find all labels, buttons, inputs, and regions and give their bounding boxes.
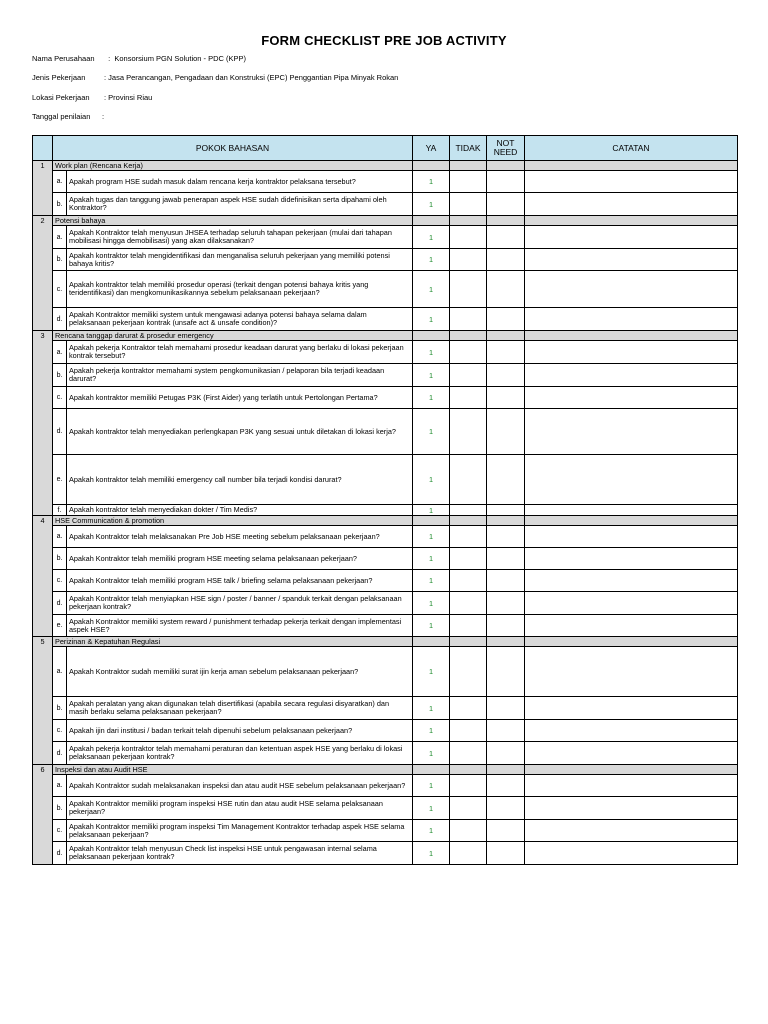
not-need-cell[interactable] — [487, 193, 525, 216]
yes-cell[interactable]: 1 — [413, 820, 450, 842]
header-no: TIDAK — [450, 136, 487, 161]
yes-cell[interactable]: 1 — [413, 341, 450, 364]
yes-cell[interactable]: 1 — [413, 742, 450, 765]
item-question: Apakah Kontraktor memiliki system reward / punishment terhadap pekerja terkait dengan implementasi aspek HSE? — [67, 615, 413, 637]
item-letter: e. — [53, 455, 67, 505]
not-need-cell[interactable] — [487, 742, 525, 765]
item-question: Apakah Kontraktor telah memiliki program HSE meeting selama pelaksanaan pekerjaan? — [67, 548, 413, 570]
item-letter: b. — [53, 193, 67, 216]
notes-cell[interactable] — [525, 548, 738, 570]
location-label: Lokasi Pekerjaan — [32, 93, 90, 102]
section-fill — [487, 516, 525, 526]
notes-cell[interactable] — [525, 409, 738, 455]
job-value: Jasa Perancangan, Pengadaan dan Konstruksi (EPC) Penggantian Pipa Minyak Rokan — [108, 73, 399, 82]
no-cell[interactable] — [450, 526, 487, 548]
table-row — [33, 775, 738, 797]
section-number: 4 — [33, 516, 53, 637]
not-need-cell[interactable] — [487, 341, 525, 364]
item-question: Apakah Kontraktor memiliki system untuk mengawasi adanya potensi bahaya selama dalam pelaksanaan pekerjaan kontrak (unsafe act & unsafe condition)? — [67, 308, 413, 331]
notes-cell[interactable] — [525, 271, 738, 308]
no-cell[interactable] — [450, 820, 487, 842]
no-cell[interactable] — [450, 249, 487, 271]
item-letter: c. — [53, 720, 67, 742]
table-row — [33, 193, 738, 216]
table-row — [33, 526, 738, 548]
section-row — [33, 161, 738, 171]
table-row — [33, 341, 738, 364]
notes-cell[interactable] — [525, 820, 738, 842]
not-need-cell[interactable] — [487, 409, 525, 455]
no-cell[interactable] — [450, 797, 487, 820]
section-fill — [413, 637, 450, 647]
notes-cell[interactable] — [525, 171, 738, 193]
item-letter: b. — [53, 364, 67, 387]
yes-cell[interactable]: 1 — [413, 548, 450, 570]
section-fill — [413, 161, 450, 171]
section-fill — [450, 765, 487, 775]
item-question: Apakah program HSE sudah masuk dalam rencana kerja kontraktor pelaksana tersebut? — [67, 171, 413, 193]
yes-cell[interactable]: 1 — [413, 697, 450, 720]
yes-cell[interactable]: 1 — [413, 226, 450, 249]
notes-cell[interactable] — [525, 697, 738, 720]
header-no-cell — [33, 136, 53, 161]
table-row — [33, 455, 738, 505]
notes-cell[interactable] — [525, 455, 738, 505]
no-cell[interactable] — [450, 647, 487, 697]
section-fill — [525, 516, 738, 526]
no-cell[interactable] — [450, 842, 487, 865]
not-need-cell[interactable] — [487, 797, 525, 820]
not-need-cell[interactable] — [487, 226, 525, 249]
notes-cell[interactable] — [525, 592, 738, 615]
section-fill — [487, 331, 525, 341]
not-need-cell[interactable] — [487, 548, 525, 570]
item-letter: f. — [53, 505, 67, 516]
section-fill — [525, 161, 738, 171]
yes-cell[interactable]: 1 — [413, 775, 450, 797]
notes-cell[interactable] — [525, 193, 738, 216]
table-row — [33, 570, 738, 592]
item-letter: b. — [53, 797, 67, 820]
table-row — [33, 364, 738, 387]
table-row — [33, 226, 738, 249]
item-letter: c. — [53, 387, 67, 409]
no-cell[interactable] — [450, 171, 487, 193]
section-number: 3 — [33, 331, 53, 516]
yes-cell[interactable]: 1 — [413, 842, 450, 865]
table-row — [33, 592, 738, 615]
yes-cell[interactable]: 1 — [413, 647, 450, 697]
item-letter: d. — [53, 592, 67, 615]
item-letter: c. — [53, 570, 67, 592]
section-number: 2 — [33, 216, 53, 331]
section-row — [33, 516, 738, 526]
no-cell[interactable] — [450, 271, 487, 308]
yes-cell[interactable]: 1 — [413, 720, 450, 742]
section-number: 1 — [33, 161, 53, 216]
item-question: Apakah peralatan yang akan digunakan telah disertifikasi (apabila secara regulasi disyaratkan) dan masih berlaku selama pelaksanaan pekerjaan? — [67, 697, 413, 720]
item-question: Apakah kontraktor memiliki Petugas P3K (First Aider) yang terlatih untuk Pertolongan Pertama? — [67, 387, 413, 409]
item-letter: a. — [53, 171, 67, 193]
yes-cell[interactable]: 1 — [413, 387, 450, 409]
section-fill — [525, 216, 738, 226]
item-letter: a. — [53, 526, 67, 548]
table-row — [33, 820, 738, 842]
yes-cell[interactable]: 1 — [413, 615, 450, 637]
no-cell[interactable] — [450, 308, 487, 331]
section-title: Potensi bahaya — [53, 216, 413, 226]
yes-cell[interactable]: 1 — [413, 797, 450, 820]
not-need-cell[interactable] — [487, 171, 525, 193]
header-not-need: NOT NEED — [487, 136, 525, 161]
notes-cell[interactable] — [525, 570, 738, 592]
not-need-cell[interactable] — [487, 249, 525, 271]
item-letter: a. — [53, 341, 67, 364]
notes-cell[interactable] — [525, 797, 738, 820]
item-letter: a. — [53, 647, 67, 697]
not-need-cell[interactable] — [487, 526, 525, 548]
item-letter: c. — [53, 820, 67, 842]
item-question: Apakah Kontraktor telah menyusun JHSEA terhadap seluruh tahapan pekerjaan (mulai dari tahapan mobilisasi hingga demobilisasi) yang akan dilaksanakan? — [67, 226, 413, 249]
notes-cell[interactable] — [525, 226, 738, 249]
notes-cell[interactable] — [525, 775, 738, 797]
yes-cell[interactable]: 1 — [413, 364, 450, 387]
notes-cell[interactable] — [525, 387, 738, 409]
not-need-cell[interactable] — [487, 647, 525, 697]
item-question: Apakah pekerja Kontraktor telah memahami prosedur keadaan darurat yang berlaku di lokasi pekerjaan kontrak tersebut? — [67, 341, 413, 364]
not-need-cell[interactable] — [487, 592, 525, 615]
section-title: Inspeksi dan atau Audit HSE — [53, 765, 413, 775]
no-cell[interactable] — [450, 387, 487, 409]
notes-cell[interactable] — [525, 720, 738, 742]
item-letter: a. — [53, 775, 67, 797]
notes-cell[interactable] — [525, 308, 738, 331]
no-cell[interactable] — [450, 341, 487, 364]
item-question: Apakah kontraktor telah memiliki emergency call number bila terjadi kondisi darurat? — [67, 455, 413, 505]
section-number: 6 — [33, 765, 53, 865]
no-cell[interactable] — [450, 364, 487, 387]
table-row — [33, 387, 738, 409]
table-row — [33, 697, 738, 720]
section-fill — [450, 516, 487, 526]
item-question: Apakah pekerja kontraktor telah memahami peraturan dan ketentuan aspek HSE yang berlaku di lokasi pelaksanaan pekerjaan kontrak? — [67, 742, 413, 765]
item-letter: d. — [53, 409, 67, 455]
no-cell[interactable] — [450, 505, 487, 516]
item-letter: b. — [53, 548, 67, 570]
item-letter: c. — [53, 271, 67, 308]
item-question: Apakah Kontraktor telah menyusun Check list inspeksi HSE untuk pengawasan internal selama pelaksanaan pekerjaan kontrak? — [67, 842, 413, 865]
table-row — [33, 271, 738, 308]
item-question: Apakah Kontraktor memiliki program inspeksi HSE rutin dan atau audit HSE selama pelaksanaan pekerjaan? — [67, 797, 413, 820]
not-need-cell[interactable] — [487, 387, 525, 409]
notes-cell[interactable] — [525, 615, 738, 637]
table-row — [33, 308, 738, 331]
date-label: Tanggal penilaian — [32, 112, 91, 121]
table-row — [33, 720, 738, 742]
table-row — [33, 171, 738, 193]
job-row: Jenis Pekerjaan : Jasa Perancangan, Pengadaan dan Konstruksi (EPC) Penggantian Pipa Minyak Rokan — [32, 73, 399, 82]
section-title: Perizinan & Kepatuhan Regulasi — [53, 637, 413, 647]
header-notes: CATATAN — [525, 136, 738, 161]
no-cell[interactable] — [450, 592, 487, 615]
item-letter: d. — [53, 842, 67, 865]
not-need-cell[interactable] — [487, 505, 525, 516]
section-fill — [525, 331, 738, 341]
notes-cell[interactable] — [525, 364, 738, 387]
no-cell[interactable] — [450, 570, 487, 592]
location-value: Provinsi Riau — [108, 93, 153, 102]
yes-cell[interactable]: 1 — [413, 592, 450, 615]
section-fill — [413, 216, 450, 226]
section-fill — [450, 161, 487, 171]
item-question: Apakah ijin dari institusi / badan terkait telah dipenuhi sebelum pelaksanaan pekerjaan? — [67, 720, 413, 742]
company-row: Nama Perusahaan : Konsorsium PGN Solution - PDC (KPP) — [32, 54, 247, 63]
section-title: Work plan (Rencana Kerja) — [53, 161, 413, 171]
section-row — [33, 331, 738, 341]
table-row — [33, 505, 738, 516]
item-question: Apakah Kontraktor sudah memiliki surat ijin kerja aman sebelum pelaksanaan pekerjaan? — [67, 647, 413, 697]
not-need-cell[interactable] — [487, 697, 525, 720]
company-value: Konsorsium PGN Solution - PDC (KPP) — [114, 54, 247, 63]
section-fill — [413, 331, 450, 341]
item-question: Apakah Kontraktor telah memiliki program HSE talk / briefing selama pelaksanaan pekerjaan? — [67, 570, 413, 592]
not-need-cell[interactable] — [487, 308, 525, 331]
section-row — [33, 637, 738, 647]
notes-cell[interactable] — [525, 249, 738, 271]
section-row — [33, 765, 738, 775]
not-need-cell[interactable] — [487, 720, 525, 742]
item-question: Apakah Kontraktor memiliki program inspeksi Tim Management Kontraktor terhadap aspek HSE selama pelaksanaan pekerjaan? — [67, 820, 413, 842]
page-title: FORM CHECKLIST PRE JOB ACTIVITY — [261, 33, 507, 48]
section-fill — [487, 765, 525, 775]
table-row — [33, 615, 738, 637]
no-cell[interactable] — [450, 548, 487, 570]
not-need-cell[interactable] — [487, 271, 525, 308]
table-header-row — [33, 136, 738, 161]
notes-cell[interactable] — [525, 742, 738, 765]
notes-cell[interactable] — [525, 505, 738, 516]
no-cell[interactable] — [450, 742, 487, 765]
section-number: 5 — [33, 637, 53, 765]
section-fill — [487, 216, 525, 226]
section-title: Rencana tanggap darurat & prosedur emergency — [53, 331, 413, 341]
location-row: Lokasi Pekerjaan : Provinsi Riau — [32, 93, 153, 102]
item-letter: e. — [53, 615, 67, 637]
yes-cell[interactable]: 1 — [413, 308, 450, 331]
table-row — [33, 742, 738, 765]
section-fill — [525, 765, 738, 775]
no-cell[interactable] — [450, 720, 487, 742]
not-need-cell[interactable] — [487, 842, 525, 865]
section-fill — [413, 516, 450, 526]
no-cell[interactable] — [450, 775, 487, 797]
notes-cell[interactable] — [525, 341, 738, 364]
yes-cell[interactable]: 1 — [413, 570, 450, 592]
yes-cell[interactable]: 1 — [413, 171, 450, 193]
item-question: Apakah tugas dan tanggung jawab penerapan aspek HSE sudah didefinisikan serta dipahami oleh Kontraktor? — [67, 193, 413, 216]
not-need-cell[interactable] — [487, 455, 525, 505]
no-cell[interactable] — [450, 409, 487, 455]
checklist-table — [32, 135, 738, 865]
section-fill — [450, 331, 487, 341]
section-title: HSE Communication & promotion — [53, 516, 413, 526]
section-fill — [487, 161, 525, 171]
item-letter: d. — [53, 308, 67, 331]
yes-cell[interactable]: 1 — [413, 193, 450, 216]
item-question: Apakah kontraktor telah menyediakan perlengkapan P3K yang sesuai untuk diletakan di lokasi kerja? — [67, 409, 413, 455]
item-question: Apakah kontraktor telah mengidentifikasi dan menganalisa seluruh pekerjaan yang memiliki potensi bahaya kritis? — [67, 249, 413, 271]
yes-cell[interactable]: 1 — [413, 271, 450, 308]
company-label: Nama Perusahaan — [32, 54, 95, 63]
no-cell[interactable] — [450, 455, 487, 505]
notes-cell[interactable] — [525, 526, 738, 548]
section-fill — [487, 637, 525, 647]
item-question: Apakah Kontraktor telah menyiapkan HSE sign / poster / banner / spanduk terkait dengan pelaksanaan pekerjaan kontrak? — [67, 592, 413, 615]
table-row — [33, 797, 738, 820]
section-fill — [413, 765, 450, 775]
yes-cell[interactable]: 1 — [413, 505, 450, 516]
section-fill — [450, 216, 487, 226]
item-question: Apakah Kontraktor sudah melaksanakan inspeksi dan atau audit HSE sebelum pelaksanaan pekerjaan? — [67, 775, 413, 797]
item-letter: d. — [53, 742, 67, 765]
header-topic: POKOK BAHASAN — [53, 136, 413, 161]
no-cell[interactable] — [450, 193, 487, 216]
header-yes: YA — [413, 136, 450, 161]
table-row — [33, 409, 738, 455]
yes-cell[interactable]: 1 — [413, 455, 450, 505]
item-question: Apakah pekerja kontraktor memahami system pengkomunikasian / pelaporan bila terjadi keadaan darurat? — [67, 364, 413, 387]
not-need-cell[interactable] — [487, 820, 525, 842]
not-need-cell[interactable] — [487, 364, 525, 387]
table-row — [33, 548, 738, 570]
table-row — [33, 249, 738, 271]
no-cell[interactable] — [450, 615, 487, 637]
no-cell[interactable] — [450, 226, 487, 249]
item-question: Apakah kontraktor telah menyediakan dokter / Tim Medis? — [67, 505, 413, 516]
notes-cell[interactable] — [525, 647, 738, 697]
not-need-cell[interactable] — [487, 570, 525, 592]
no-cell[interactable] — [450, 697, 487, 720]
job-label: Jenis Pekerjaan — [32, 73, 86, 82]
not-need-cell[interactable] — [487, 615, 525, 637]
section-fill — [525, 637, 738, 647]
yes-cell[interactable]: 1 — [413, 249, 450, 271]
item-question: Apakah Kontraktor telah melaksanakan Pre Job HSE meeting sebelum pelaksanaan pekerjaan? — [67, 526, 413, 548]
item-letter: b. — [53, 697, 67, 720]
item-letter: a. — [53, 226, 67, 249]
date-row: Tanggal penilaian : — [32, 112, 107, 121]
item-letter: b. — [53, 249, 67, 271]
section-row — [33, 216, 738, 226]
not-need-cell[interactable] — [487, 775, 525, 797]
yes-cell[interactable]: 1 — [413, 409, 450, 455]
yes-cell[interactable]: 1 — [413, 526, 450, 548]
table-row — [33, 842, 738, 865]
section-fill — [450, 637, 487, 647]
table-row — [33, 647, 738, 697]
item-question: Apakah kontraktor telah memiliki prosedur operasi (terkait dengan potensi bahaya kritis yang teridentifikasi) dan mengkomunikasikannya sebelum pelaksanaan pekerjaan? — [67, 271, 413, 308]
notes-cell[interactable] — [525, 842, 738, 865]
